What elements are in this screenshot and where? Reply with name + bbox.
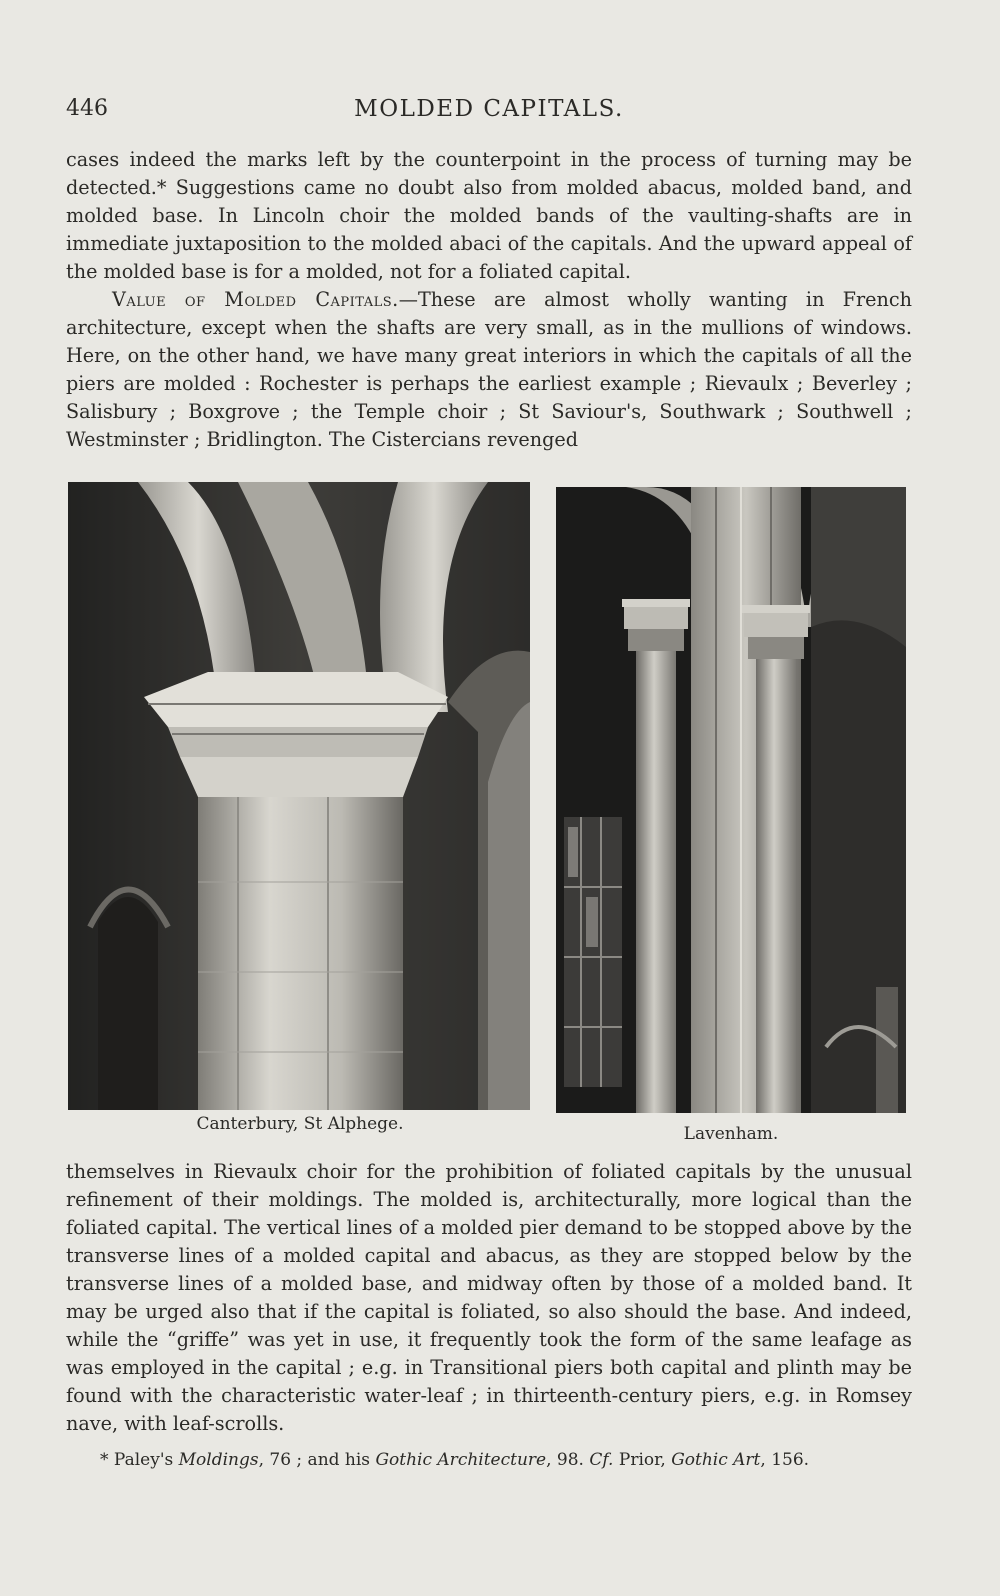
photo-canterbury-st-alphege xyxy=(68,482,530,1110)
footnote-title: Gothic Art xyxy=(671,1450,761,1470)
paragraph-3: themselves in Rievaulx choir for the prohibition of foliated capitals by the unusual refinement of their moldings. The molded is, architecturally, more logical than the foliated capital. The vertical lines of a molded pier demand to be stopped above by the transverse lines of a molded capital and abacus, as they are stopped below by the transverse lines of a molded base, and midway often by those of a molded band. It may be urged also that if the capital is foliated, so also should the base. And indeed, while the “griffe” was yet in use, it frequently took the form of the same leafage as was employed in the capital ; e.g. in Transitional piers both capital and plinth may be found with the characteristic water-leaf ; in thirteenth-century piers, e.g. in Romsey nave, with leaf-scrolls. xyxy=(66,1160,912,1435)
footnote-title: Moldings xyxy=(178,1450,259,1470)
footnote-title: Gothic Architecture xyxy=(375,1450,547,1470)
paragraph-2 xyxy=(66,286,912,454)
footnote xyxy=(100,1448,890,1472)
footnote-ref: , 76 ; and his xyxy=(258,1450,371,1470)
photo-canterbury-image xyxy=(68,482,530,1110)
running-head xyxy=(66,96,912,126)
lower-text xyxy=(66,1158,912,1438)
photo-lavenham-image xyxy=(556,487,906,1113)
paragraph-2-text: —These are almost wholly wanting in French architecture, except when the shafts are very small, as in the mullions of windows. Here, on the other hand, we have many great interiors in which the capitals of all the piers are molded : Rochester is perhaps the earliest example ; Rievaulx ; Beverley ; Salisbury ; Boxgrove ; the Temple choir ; St Saviour's, Southwark ; Southwell ; Westminster ; Bridlington. The Cistercians revenged xyxy=(66,288,912,451)
photo-lavenham xyxy=(556,487,906,1113)
footnote-author: Prior, xyxy=(618,1450,666,1470)
footnote-ref: , 98. xyxy=(546,1450,584,1470)
footnote-ref: , 156. xyxy=(760,1450,810,1470)
caption-canterbury: Canterbury, St Alphege. xyxy=(196,1114,404,1134)
footnote-author: Paley's xyxy=(113,1450,174,1470)
paragraph-1: cases indeed the marks left by the counterpoint in the process of turning may be detected.* Suggestions came no doubt also from molded abacus, molded band, and molded base. In Lincoln choir the molded bands of the vaulting-shafts are in immediate juxtaposition to the molded abaci of the capitals. And the upward appeal of the molded base is for a molded, not for a foliated capital. xyxy=(66,148,912,283)
page-number: 446 xyxy=(66,96,108,121)
caption-lavenham: Lavenham. xyxy=(683,1124,779,1144)
upper-text xyxy=(66,146,912,454)
footnote-cf: Cf. xyxy=(589,1450,614,1470)
footnote-marker: * xyxy=(100,1450,109,1470)
page-title: MOLDED CAPITALS. xyxy=(354,96,624,122)
section-heading: Value of Molded Capitals. xyxy=(112,288,399,311)
